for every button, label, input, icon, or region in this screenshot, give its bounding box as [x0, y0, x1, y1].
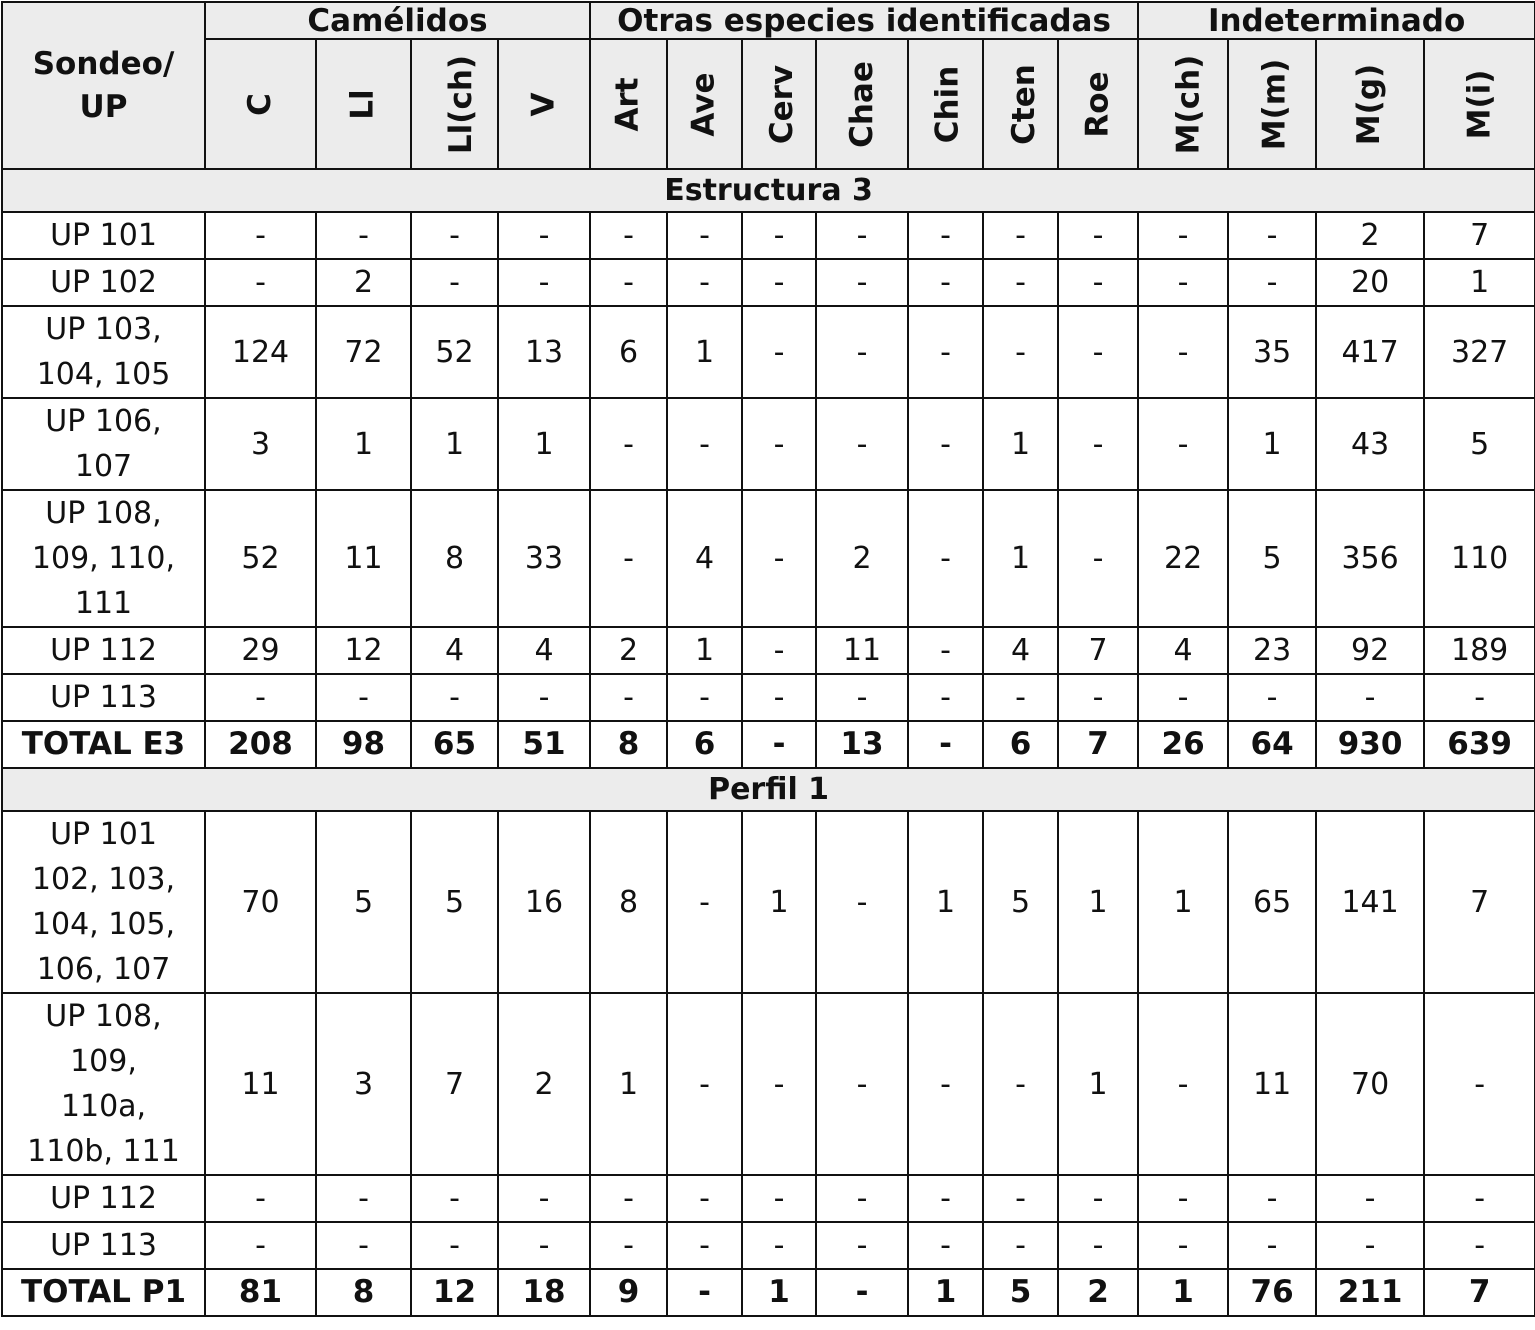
table-cell: -: [667, 212, 742, 259]
table-row: [2, 1222, 1535, 1269]
table-cell: -: [498, 1175, 590, 1222]
table-row: [2, 306, 1535, 398]
table-cell: -: [205, 1222, 316, 1269]
row-label: UP 102: [2, 259, 205, 306]
table-cell: -: [1138, 993, 1228, 1175]
table-cell: 11: [205, 993, 316, 1175]
table-cell: -: [908, 993, 983, 1175]
table-cell: -: [667, 259, 742, 306]
table-cell: 16: [498, 811, 590, 993]
table-cell: -: [742, 627, 816, 674]
table-cell: -: [1058, 259, 1138, 306]
table-cell: 1: [316, 398, 411, 490]
table-cell: 1: [590, 993, 667, 1175]
table-cell: 1: [1424, 259, 1535, 306]
table-cell: 22: [1138, 490, 1228, 627]
table-cell: 639: [1424, 721, 1535, 768]
table-cell: 35: [1228, 306, 1316, 398]
table-row: [2, 212, 1535, 259]
row-label: UP 101: [2, 212, 205, 259]
table-cell: 7: [1424, 811, 1535, 993]
table-row: [2, 674, 1535, 721]
table-cell: -: [1138, 259, 1228, 306]
table-cell: 8: [316, 1269, 411, 1316]
table-cell: -: [411, 212, 498, 259]
table-cell: -: [816, 1175, 908, 1222]
table-cell: 5: [983, 1269, 1058, 1316]
table-cell: -: [908, 212, 983, 259]
table-cell: 13: [816, 721, 908, 768]
table-cell: -: [205, 674, 316, 721]
table-cell: -: [1138, 1222, 1228, 1269]
row-label: UP 112: [2, 1175, 205, 1222]
table-cell: -: [667, 1175, 742, 1222]
table-cell: -: [411, 1175, 498, 1222]
table-cell: 4: [667, 490, 742, 627]
table-cell: 11: [816, 627, 908, 674]
table-cell: 52: [205, 490, 316, 627]
table-cell: -: [908, 674, 983, 721]
table-cell: 1: [411, 398, 498, 490]
table-cell: -: [742, 306, 816, 398]
table-cell: -: [667, 1222, 742, 1269]
table-cell: -: [1228, 1175, 1316, 1222]
group-indeterminado: Indeterminado: [1138, 2, 1535, 39]
table-cell: -: [742, 212, 816, 259]
table-cell: 1: [498, 398, 590, 490]
table-cell: 2: [316, 259, 411, 306]
table-cell: 52: [411, 306, 498, 398]
table-cell: 7: [411, 993, 498, 1175]
table-cell: 98: [316, 721, 411, 768]
table-cell: -: [205, 212, 316, 259]
table-cell: 6: [983, 721, 1058, 768]
table-cell: -: [983, 1222, 1058, 1269]
table-cell: -: [908, 1222, 983, 1269]
table-cell: -: [411, 259, 498, 306]
table-cell: 7: [1424, 1269, 1535, 1316]
table-cell: 1: [1138, 811, 1228, 993]
table-cell: 18: [498, 1269, 590, 1316]
table-cell: -: [1228, 212, 1316, 259]
table-cell: 51: [498, 721, 590, 768]
table-cell: 5: [1424, 398, 1535, 490]
row-label: UP 113: [2, 674, 205, 721]
table-cell: -: [1058, 212, 1138, 259]
table-cell: 5: [983, 811, 1058, 993]
col-header: Ll(ch): [411, 39, 498, 169]
table-cell: 4: [1138, 627, 1228, 674]
table-cell: -: [1058, 1175, 1138, 1222]
table-cell: -: [908, 627, 983, 674]
col-header: M(i): [1424, 39, 1535, 169]
table-cell: 8: [590, 811, 667, 993]
table-cell: 9: [590, 1269, 667, 1316]
row-label: UP 106, 107: [2, 398, 205, 490]
table-cell: -: [816, 398, 908, 490]
row-label: UP 108, 109, 110, 111: [2, 490, 205, 627]
table-cell: -: [742, 1222, 816, 1269]
col-header: V: [498, 39, 590, 169]
table-cell: -: [411, 674, 498, 721]
table-cell: -: [590, 212, 667, 259]
table-cell: -: [1058, 1222, 1138, 1269]
table-cell: -: [816, 212, 908, 259]
table-cell: -: [1228, 674, 1316, 721]
col-header: Cten: [983, 39, 1058, 169]
table-cell: -: [816, 259, 908, 306]
col-header: Ll: [316, 39, 411, 169]
table-cell: 1: [667, 627, 742, 674]
table-cell: 2: [1316, 212, 1424, 259]
table-cell: -: [1424, 674, 1535, 721]
table-row: [2, 811, 1535, 993]
table-cell: -: [667, 398, 742, 490]
table-cell: -: [1316, 1222, 1424, 1269]
group-otras-especies: Otras especies identificadas: [590, 2, 1138, 39]
table-cell: 208: [205, 721, 316, 768]
table-cell: 2: [816, 490, 908, 627]
table-cell: 26: [1138, 721, 1228, 768]
col-header: Ave: [667, 39, 742, 169]
group-camelidos: Camélidos: [205, 2, 590, 39]
table-cell: -: [816, 306, 908, 398]
total-row: [2, 721, 1535, 768]
col-header: Cerv: [742, 39, 816, 169]
table-cell: 33: [498, 490, 590, 627]
table-cell: -: [908, 490, 983, 627]
table-cell: -: [590, 398, 667, 490]
table-cell: 8: [590, 721, 667, 768]
table-cell: -: [667, 811, 742, 993]
table-cell: -: [816, 993, 908, 1175]
table-cell: 4: [983, 627, 1058, 674]
section-title: Perfil 1: [2, 768, 1535, 811]
table-row: [2, 627, 1535, 674]
table-cell: -: [667, 674, 742, 721]
table-cell: 110: [1424, 490, 1535, 627]
table-cell: -: [1138, 1175, 1228, 1222]
table-cell: -: [205, 1175, 316, 1222]
col-header: C: [205, 39, 316, 169]
table-cell: 141: [1316, 811, 1424, 993]
table-cell: 5: [316, 811, 411, 993]
col-header: M(g): [1316, 39, 1424, 169]
row-label: UP 112: [2, 627, 205, 674]
table-cell: 8: [411, 490, 498, 627]
table-cell: -: [590, 490, 667, 627]
table-cell: -: [590, 1175, 667, 1222]
table-row: [2, 993, 1535, 1175]
table-cell: -: [908, 259, 983, 306]
table-cell: -: [316, 674, 411, 721]
table-cell: -: [1058, 306, 1138, 398]
table-cell: 81: [205, 1269, 316, 1316]
table-cell: 1: [742, 1269, 816, 1316]
table-cell: -: [498, 674, 590, 721]
section-title: Estructura 3: [2, 169, 1535, 212]
table-cell: -: [316, 1222, 411, 1269]
table-row: [2, 398, 1535, 490]
table-cell: 1: [1138, 1269, 1228, 1316]
table-cell: -: [205, 259, 316, 306]
table-row: [2, 490, 1535, 627]
table-cell: -: [908, 1175, 983, 1222]
table-cell: -: [1424, 1175, 1535, 1222]
table-cell: -: [667, 993, 742, 1175]
table-cell: 12: [316, 627, 411, 674]
table-cell: -: [742, 490, 816, 627]
table-cell: 43: [1316, 398, 1424, 490]
table-cell: -: [1058, 490, 1138, 627]
table-cell: -: [411, 1222, 498, 1269]
row-label: TOTAL P1: [2, 1269, 205, 1316]
table-cell: -: [816, 811, 908, 993]
table-cell: 2: [1058, 1269, 1138, 1316]
table-cell: -: [498, 212, 590, 259]
total-row: [2, 1269, 1535, 1316]
table-cell: -: [983, 259, 1058, 306]
table-cell: 1: [908, 811, 983, 993]
row-label: UP 103, 104, 105: [2, 306, 205, 398]
section-row: [2, 169, 1535, 212]
table-cell: -: [316, 1175, 411, 1222]
table-cell: 124: [205, 306, 316, 398]
col-header: M(ch): [1138, 39, 1228, 169]
table-cell: 76: [1228, 1269, 1316, 1316]
table-cell: 189: [1424, 627, 1535, 674]
table-cell: 930: [1316, 721, 1424, 768]
table-cell: 7: [1424, 212, 1535, 259]
table-cell: 65: [1228, 811, 1316, 993]
col-header: M(m): [1228, 39, 1316, 169]
table-cell: -: [742, 674, 816, 721]
table-cell: -: [1058, 398, 1138, 490]
table-cell: 92: [1316, 627, 1424, 674]
table-cell: -: [816, 674, 908, 721]
table-cell: -: [742, 398, 816, 490]
species-table: [1, 1, 1535, 1317]
table-cell: 7: [1058, 721, 1138, 768]
table-cell: 11: [316, 490, 411, 627]
table-cell: 1: [742, 811, 816, 993]
table-cell: -: [908, 398, 983, 490]
table-cell: -: [983, 212, 1058, 259]
table-cell: 72: [316, 306, 411, 398]
table-cell: 1: [1228, 398, 1316, 490]
table-cell: 4: [498, 627, 590, 674]
table-cell: 64: [1228, 721, 1316, 768]
table-row: [2, 1175, 1535, 1222]
table-cell: 65: [411, 721, 498, 768]
table-cell: 29: [205, 627, 316, 674]
table-cell: 70: [205, 811, 316, 993]
table-cell: -: [590, 1222, 667, 1269]
table-cell: -: [816, 1269, 908, 1316]
table-cell: -: [983, 993, 1058, 1175]
table-cell: -: [1424, 993, 1535, 1175]
table-cell: 23: [1228, 627, 1316, 674]
table-cell: 5: [411, 811, 498, 993]
sondeo-up-header: Sondeo/ UP: [2, 2, 205, 169]
table-cell: 20: [1316, 259, 1424, 306]
table-cell: -: [742, 1175, 816, 1222]
table-cell: -: [1138, 306, 1228, 398]
table-cell: 70: [1316, 993, 1424, 1175]
col-header: Art: [590, 39, 667, 169]
table-cell: -: [1138, 212, 1228, 259]
table-cell: 356: [1316, 490, 1424, 627]
table-cell: -: [983, 306, 1058, 398]
table-cell: -: [983, 674, 1058, 721]
table-cell: 13: [498, 306, 590, 398]
table-cell: 7: [1058, 627, 1138, 674]
table-cell: -: [316, 212, 411, 259]
table-cell: -: [498, 259, 590, 306]
table-cell: 1: [908, 1269, 983, 1316]
table-cell: -: [983, 1175, 1058, 1222]
table-cell: -: [1316, 674, 1424, 721]
table-cell: 12: [411, 1269, 498, 1316]
table-cell: 1: [983, 490, 1058, 627]
table-cell: -: [1424, 1222, 1535, 1269]
col-header: Chae: [816, 39, 908, 169]
table-cell: 1: [983, 398, 1058, 490]
table-cell: -: [667, 1269, 742, 1316]
table-cell: -: [1228, 259, 1316, 306]
table-cell: 1: [667, 306, 742, 398]
table-cell: -: [1228, 1222, 1316, 1269]
table-cell: 6: [667, 721, 742, 768]
table-cell: -: [1138, 398, 1228, 490]
table-cell: -: [1138, 674, 1228, 721]
table-cell: 211: [1316, 1269, 1424, 1316]
table-cell: 1: [1058, 811, 1138, 993]
table-cell: 3: [316, 993, 411, 1175]
table-cell: 417: [1316, 306, 1424, 398]
table-cell: -: [590, 259, 667, 306]
section-row: [2, 768, 1535, 811]
table-row: [2, 259, 1535, 306]
table-cell: 6: [590, 306, 667, 398]
row-label: UP 113: [2, 1222, 205, 1269]
row-label: TOTAL E3: [2, 721, 205, 768]
table-cell: 2: [498, 993, 590, 1175]
table-cell: 1: [1058, 993, 1138, 1175]
table-cell: -: [742, 993, 816, 1175]
table-cell: -: [1058, 674, 1138, 721]
table-cell: -: [816, 1222, 908, 1269]
table-cell: -: [498, 1222, 590, 1269]
table-cell: -: [908, 306, 983, 398]
table-cell: 5: [1228, 490, 1316, 627]
col-header: Roe: [1058, 39, 1138, 169]
table-cell: 4: [411, 627, 498, 674]
row-label: UP 101 102, 103, 104, 105, 106, 107: [2, 811, 205, 993]
table-cell: -: [1316, 1175, 1424, 1222]
col-header: Chin: [908, 39, 983, 169]
table-cell: -: [590, 674, 667, 721]
table-cell: 2: [590, 627, 667, 674]
table-cell: -: [742, 721, 816, 768]
row-label: UP 108, 109, 110a, 110b, 111: [2, 993, 205, 1175]
table-cell: -: [742, 259, 816, 306]
table-cell: 327: [1424, 306, 1535, 398]
table-cell: 11: [1228, 993, 1316, 1175]
table-cell: -: [908, 721, 983, 768]
table-cell: 3: [205, 398, 316, 490]
